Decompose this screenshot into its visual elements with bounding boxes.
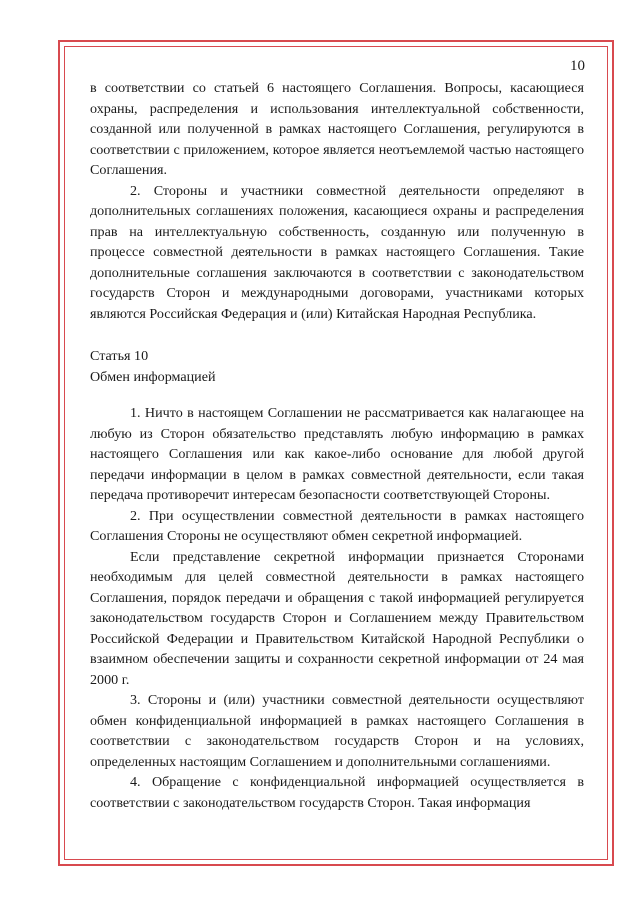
article-paragraph-4: 4. Обращение с конфиденциальной информацией осуществляется в соответствии с законодательством государств Сторон. Такая информация [90, 774, 584, 811]
spacer [90, 387, 584, 403]
article-paragraph-1: 1. Ничто в настоящем Соглашении не рассматривается как налагающее на любую из Сторон обязательство представлять любую информацию в рамках настоящего Соглашения или как какое-либо основание для любой другой передачи информации в целом в рамках совместной деятельности, если такая передача противоречит интересам безопасности соответствующей Стороны. [90, 405, 584, 503]
paragraph-continuation: в соответствии со статьей 6 настоящего Соглашения. Вопросы, касающиеся охраны, распределения и использования интеллектуальной собственности, созданной или полученной в рамках настоящего Соглашения, регулируются в соответствии с приложением, которое является неотъемлемой частью настоящего Соглашения. [90, 80, 584, 178]
article-paragraph-3: 3. Стороны и (или) участники совместной деятельности осуществляют обмен конфиденциальной информацией в рамках настоящего Соглашения в соответствии с законодательством государств Сторон и на условиях, определенных настоящим Соглашением и дополнительными соглашениями. [90, 692, 584, 770]
page-number: 10 [570, 58, 585, 74]
document-body [90, 78, 584, 813]
article-title: Обмен информацией [90, 368, 216, 385]
article-number: Статья 10 [90, 348, 149, 364]
paragraph-2: 2. Стороны и участники совместной деятельности определяют в дополнительных соглашениях положения, касающиеся охраны и распределения прав на интеллектуальную собственность, созданную или полученную в процессе совместной деятельности в рамках настоящего Соглашения. Такие дополнительные соглашения заключаются в соответствии с законодательством государств Сторон и международными договорами, участниками которых являются Российская Федерация и (или) Китайская Народная Республика. [90, 182, 584, 322]
spacer [90, 324, 584, 346]
article-paragraph-2: 2. При осуществлении совместной деятельности в рамках настоящего Соглашения Стороны не осуществляют обмен секретной информацией. [90, 507, 584, 544]
article-paragraph-2-cont: Если представление секретной информации признается Сторонами необходимым для целей совместной деятельности в рамках настоящего Соглашения, порядок передачи и обращения с такой информацией регулируется законодательством государств Сторон и Соглашением между Правительством Российской Федерации и Правительством Китайской Народной Республики о взаимном обеспечении защиты и сохранности секретной информации от 24 мая 2000 г. [90, 548, 584, 688]
